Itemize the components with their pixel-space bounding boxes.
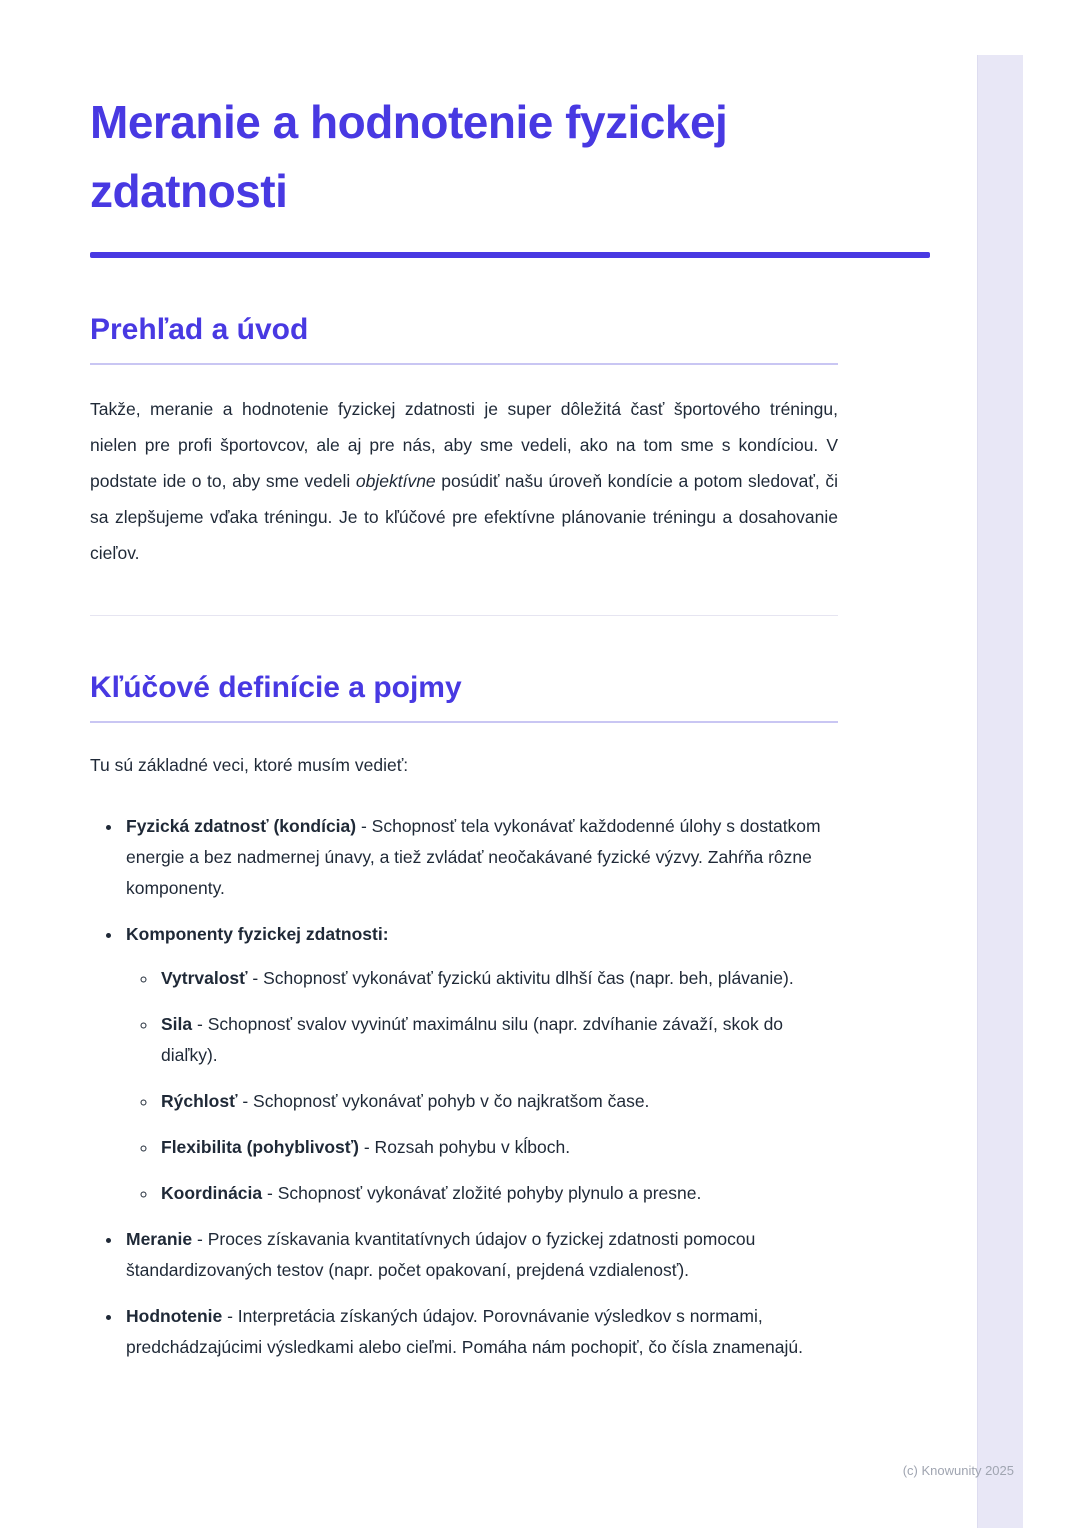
term-label: Flexibilita (pohyblivosť) (161, 1137, 359, 1157)
document-content (90, 0, 930, 1378)
sub-list-item (158, 963, 838, 994)
term-description: - Schopnosť svalov vyvinúť maximálnu silu (napr. zdvíhanie závaží, skok do diaľky). (161, 1014, 784, 1065)
term-description: - Rozsah pohybu v kĺboch. (359, 1137, 571, 1157)
page-edge-decoration (977, 55, 1023, 1528)
term-label: Koordinácia (161, 1183, 263, 1203)
term-label: Fyzická zdatnosť (kondícia) (126, 816, 357, 836)
title-divider (90, 252, 930, 258)
sub-list-item (158, 1009, 838, 1071)
list-item (123, 1224, 838, 1286)
definitions-heading: Kľúčové definície a pojmy (90, 671, 462, 704)
term-label: Komponenty fyzickej zdatnosti: (126, 924, 389, 944)
definitions-intro: Tu sú základné veci, ktoré musím vedieť: (90, 755, 409, 775)
definitions-heading-rule (90, 721, 838, 723)
term-description: - Schopnosť vykonávať fyzickú aktivitu dlhší čas (napr. beh, plávanie). (247, 968, 794, 988)
definitions-list (90, 811, 838, 1363)
overview-heading-rule (90, 363, 838, 365)
section-definitions (90, 670, 930, 1363)
sub-list-item (158, 1132, 838, 1163)
term-description: - Schopnosť tela vykonávať každodenné úlohy s dostatkom energie a bez nadmernej únavy, a tiež zvládať neočakávané fyzické výzvy. Zahŕňa rôzne komponenty. (126, 816, 821, 898)
list-item (123, 1301, 838, 1363)
term-description: - Schopnosť vykonávať pohyb v čo najkratšom čase. (237, 1091, 650, 1111)
term-description: - Proces získavania kvantitatívnych údajov o fyzickej zdatnosti pomocou štandardizovaných testov (napr. počet opakovaní, prejdená vzdialenosť). (126, 1229, 756, 1280)
term-label: Hodnotenie (126, 1306, 223, 1326)
term-description: - Interpretácia získaných údajov. Porovnávanie výsledkov s normami, predchádzajúcimi výsledkami alebo cieľmi. Pomáha nám pochopiť, čo čísla znamenajú. (126, 1306, 803, 1357)
term-label: Meranie (126, 1229, 193, 1249)
term-label: Sila (161, 1014, 193, 1034)
copyright-footer: (c) Knowunity 2025 (902, 1463, 1014, 1478)
page-title: Meranie a hodnotenie fyzickej zdatnosti (90, 96, 728, 217)
overview-paragraph-part2: posúdiť našu úroveň kondície a potom sledovať, či sa zlepšujeme vďaka tréningu. Je to kľúčové pre efektívne plánovanie tréningu a dosahovanie cieľov. (90, 471, 838, 563)
overview-paragraph-part1: Takže, meranie a hodnotenie fyzickej zdatnosti je super dôležitá časť športového tréningu, nielen pre profi športovcov, ale aj pre nás, aby sme vedeli, ako na tom sme s kondíciou. V podstate ide o to, aby sme vedeli (90, 399, 838, 491)
section-overview (90, 312, 930, 571)
term-label: Vytrvalosť (161, 968, 248, 988)
section-divider (90, 615, 838, 616)
list-item (123, 811, 838, 904)
sub-list-item (158, 1086, 838, 1117)
term-label: Rýchlosť (161, 1091, 238, 1111)
term-description: - Schopnosť vykonávať zložité pohyby plynulo a presne. (262, 1183, 702, 1203)
components-sublist (126, 963, 838, 1209)
overview-heading: Prehľad a úvod (90, 313, 309, 346)
overview-paragraph (90, 391, 838, 571)
overview-paragraph-italic: objektívne (355, 471, 436, 491)
list-item (123, 919, 838, 1209)
sub-list-item (158, 1178, 838, 1209)
